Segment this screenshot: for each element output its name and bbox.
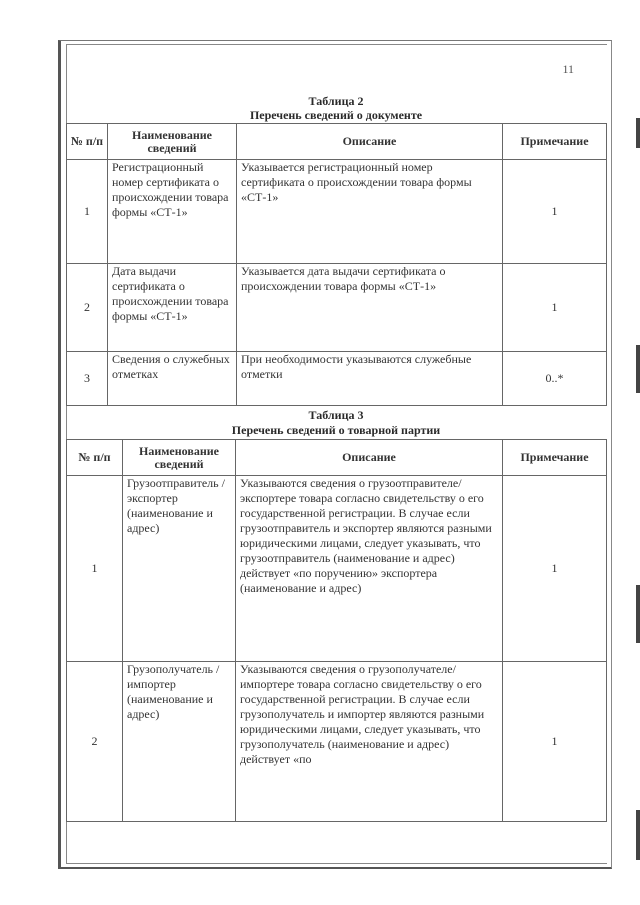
table-header-row xyxy=(67,440,607,476)
row-note: 1 xyxy=(503,662,607,822)
row-note: 1 xyxy=(503,476,607,662)
table2-caption: Таблица 2 xyxy=(308,94,364,108)
table-header-row xyxy=(67,124,607,160)
row-description: Указываются сведения о грузополучателе/импортере товара согласно свидетельству о его государственной регистрации. В случае если грузополучатель и импортер являются разными юридическими лицами, следует указывать, что грузополучатель (наименование и адрес) действует «по xyxy=(236,662,503,822)
header-description: Описание xyxy=(236,440,503,476)
scan-edge-mark xyxy=(636,118,640,148)
row-note: 0..* xyxy=(503,352,607,406)
table-row xyxy=(67,476,607,662)
header-description: Описание xyxy=(237,124,503,160)
page-number: 11 xyxy=(562,62,574,76)
scan-edge-mark xyxy=(636,810,640,860)
table-row xyxy=(67,264,607,352)
row-number: 1 xyxy=(67,476,123,662)
row-description: Указываются сведения о грузоотправителе/экспортере товара согласно свидетельству о его государственной регистрации. В случае если грузоотправитель и экспортер являются разными юридическими лицами, следует указывать, что грузоотправитель (наименование и адрес) действует «по поручению» экспортера (наименование и адрес) xyxy=(236,476,503,662)
header-number: № п/п xyxy=(67,124,108,160)
row-name: Грузоотправитель /экспортер (наименование и адрес) xyxy=(123,476,236,662)
row-number: 1 xyxy=(67,160,108,264)
header-name: Наименование сведений xyxy=(108,124,237,160)
table2 xyxy=(66,123,607,406)
row-description: Указывается регистрационный номер сертификата о происхождении товара формы «СТ-1» xyxy=(237,160,503,264)
row-note: 1 xyxy=(503,160,607,264)
table3 xyxy=(66,439,607,822)
table-row xyxy=(67,662,607,822)
header-number: № п/п xyxy=(67,440,123,476)
scan-edge-mark xyxy=(636,585,640,643)
row-name: Сведения о служебных отметках xyxy=(108,352,237,406)
table-row xyxy=(67,352,607,406)
table2-title: Перечень сведений о документе xyxy=(249,108,423,122)
row-description: При необходимости указываются служебные отметки xyxy=(237,352,503,406)
table-row xyxy=(67,160,607,264)
table3-caption: Таблица 3 xyxy=(308,408,364,422)
row-name: Дата выдачи сертификата о происхождении товара формы «СТ-1» xyxy=(108,264,237,352)
row-description: Указывается дата выдачи сертификата о происхождении товара формы «СТ-1» xyxy=(237,264,503,352)
header-note: Примечание xyxy=(503,124,607,160)
scan-edge-mark xyxy=(636,345,640,393)
table3-title: Перечень сведений о товарной партии xyxy=(231,423,441,437)
header-note: Примечание xyxy=(503,440,607,476)
row-number: 3 xyxy=(67,352,108,406)
row-number: 2 xyxy=(67,662,123,822)
row-name: Грузополучатель / импортер (наименование и адрес) xyxy=(123,662,236,822)
row-number: 2 xyxy=(67,264,108,352)
row-name: Регистрационный номер сертификата о происхождении товара формы «СТ-1» xyxy=(108,160,237,264)
row-note: 1 xyxy=(503,264,607,352)
header-name: Наименование сведений xyxy=(123,440,236,476)
